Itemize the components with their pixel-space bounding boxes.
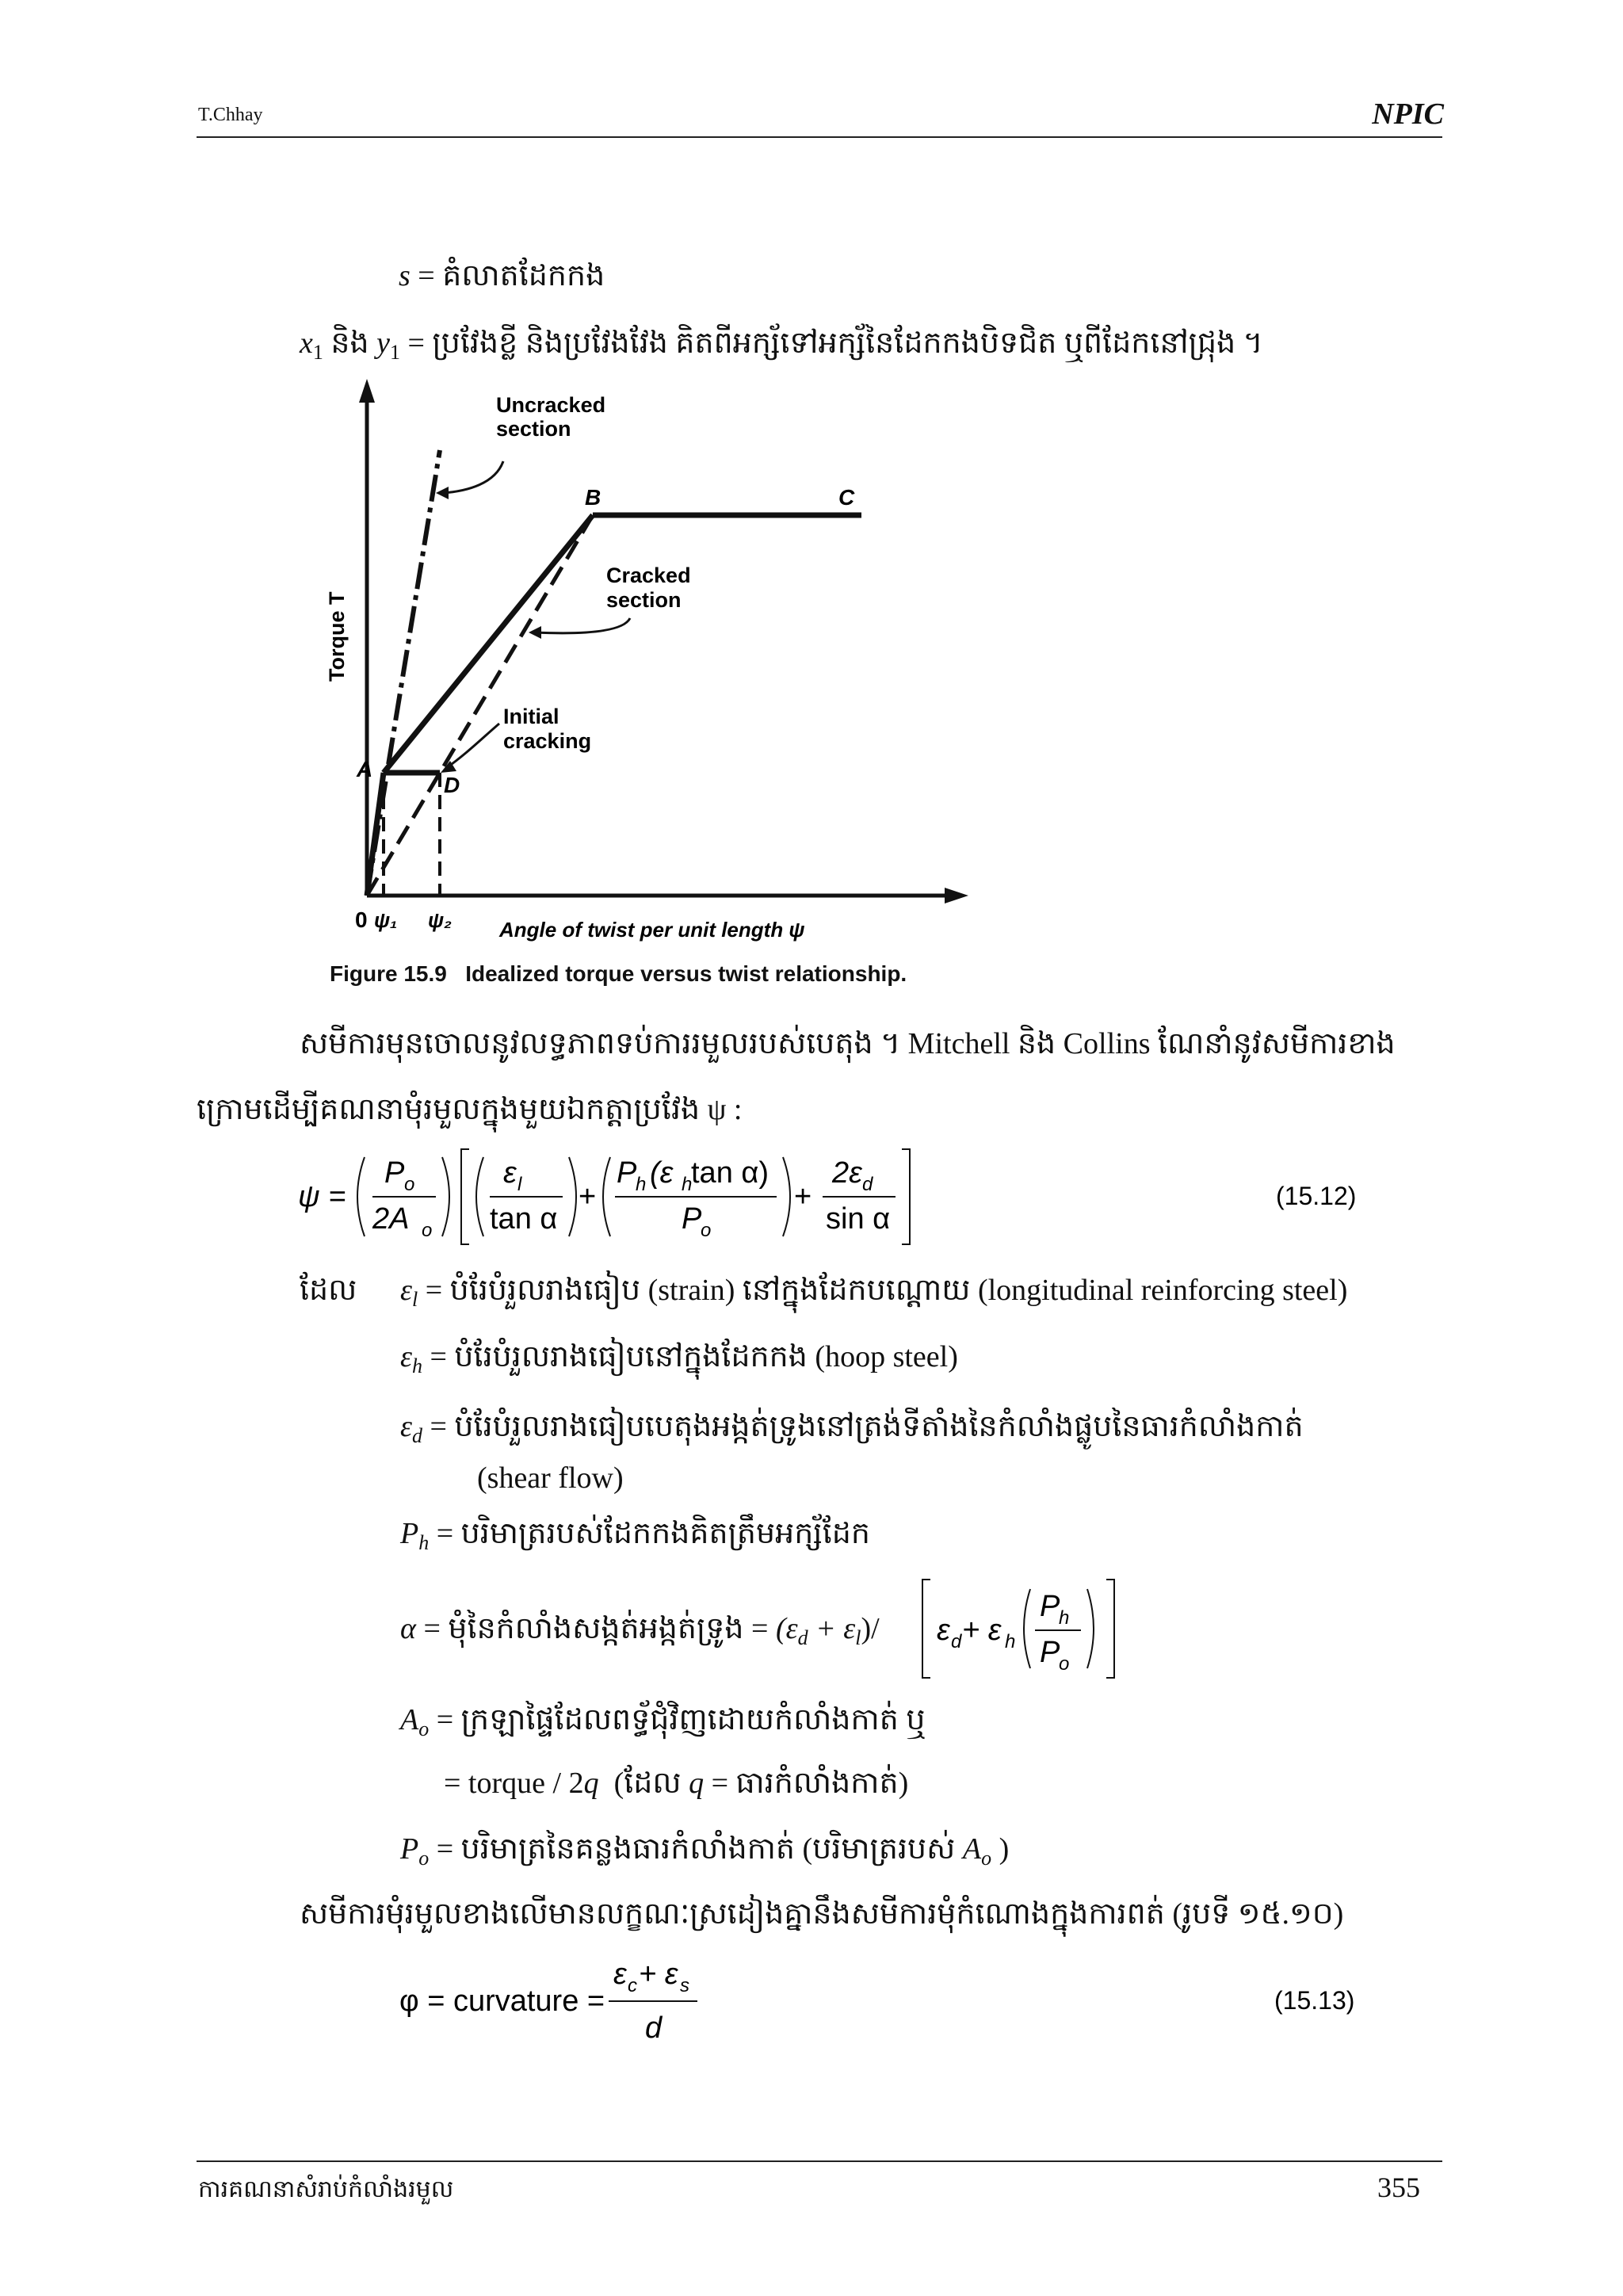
footer-title: ការគណនាសំរាប់កំលាំងរមួល (198, 2176, 454, 2202)
cracked-leader (535, 618, 630, 633)
alpha-expr-a-sub: d (797, 1626, 808, 1649)
f2-num-sub: l (517, 1174, 522, 1195)
line-O-A (367, 773, 384, 896)
f2-den: tan α (490, 1202, 558, 1236)
bracket-open (461, 1149, 469, 1244)
f1-den: 2A (372, 1202, 410, 1236)
f3-den-sub: o (701, 1220, 712, 1241)
f3-num-c: tan α) (691, 1156, 769, 1190)
point-B: B (585, 485, 601, 510)
y-axis-label: Torque T (325, 591, 349, 682)
initial-leader (445, 724, 499, 769)
paren-close-1 (442, 1157, 449, 1236)
tick-psi1: ψ₁ (374, 908, 398, 932)
alpha-br-a-sub: d (951, 1631, 962, 1652)
ed-sub: d (411, 1424, 422, 1447)
f3-num-a: P (617, 1156, 637, 1190)
f1-num-sub: o (404, 1174, 415, 1195)
label-initial-1: Initial (503, 705, 559, 728)
eh-sub: h (411, 1354, 422, 1377)
figure-caption-text: Idealized torque versus twist relationship. (465, 961, 907, 986)
alpha-symbol: α (400, 1612, 416, 1645)
alpha-br-b: + ε (962, 1614, 1002, 1647)
label-cracked-2: section (606, 588, 682, 612)
y1-symbol: y (376, 327, 390, 360)
alpha-definition: = មុំនៃកំលាំងសង្កត់អង្កត់ទ្រូង = (423, 1612, 769, 1645)
figure-caption-number: Figure 15.9 (330, 961, 447, 986)
po-symbol: P (400, 1832, 419, 1866)
ph-sub: h (418, 1531, 430, 1554)
para1-line1: សមីការមុនចោលនូវលទ្ធភាពទប់ការរមួលរបស់បេតុង ។ Mitchell និង Collins ណែនាំនូវសមីការខាង (300, 1027, 1396, 1060)
bracket-close (902, 1149, 910, 1244)
alpha-expr-a: (ε (775, 1612, 798, 1645)
po-def-end: ) (999, 1832, 1010, 1866)
alpha-fr-num-sub: h (1059, 1607, 1070, 1629)
alpha-fr-den-sub: o (1059, 1653, 1070, 1675)
para2: សមីការមុំរមួលខាងលើមានលក្ខណៈស្រដៀងគ្នានឹងសមីការមុំកំណោងក្នុងការពត់ (រូបទី ១៥.១០) (300, 1897, 1344, 1931)
alpha-br-b-sub: h (1005, 1631, 1016, 1652)
alpha-expr-c: )/ (861, 1612, 880, 1645)
label-cracked-1: Cracked (606, 563, 691, 587)
x1-symbol: x (300, 327, 313, 360)
ao-def2-q2: q (689, 1767, 705, 1800)
def-ao-cont (444, 1763, 908, 1803)
ao-def2-c: = ធារកំលាំងកាត់) (711, 1767, 909, 1800)
def-epsilon-l (400, 1270, 1347, 1320)
alpha-fr-num: P (1040, 1590, 1060, 1623)
label-uncracked-2: section (496, 417, 571, 441)
ao-def2-q: q (583, 1767, 599, 1800)
eq1512-number: (15.12) (1276, 1182, 1357, 1210)
po-definition: = បរិមាត្រនៃគន្លងធារកំលាំងកាត់ (បរិមាត្ររបស់ (436, 1832, 956, 1866)
figure-caption (330, 961, 907, 987)
alpha-fr-den: P (1040, 1636, 1060, 1669)
eq1513-num-a: ε (613, 1958, 627, 1991)
ao-symbol: A (400, 1703, 419, 1736)
paren-close-3 (783, 1157, 790, 1236)
el-symbol: ε (400, 1274, 412, 1307)
f4-num: 2ε (832, 1156, 862, 1190)
ao-def2-a: = torque / 2 (444, 1767, 584, 1800)
point-O: 0 (355, 907, 368, 932)
plus-1: + (579, 1180, 597, 1213)
paren-open-3 (603, 1157, 610, 1236)
uncracked-leader (442, 461, 503, 493)
f3-num-a-sub: h (636, 1174, 647, 1195)
x-axis-arrow (945, 888, 968, 904)
alpha-bracket-close (1106, 1580, 1114, 1678)
ao-definition: = ក្រឡាផ្ទៃដែលពទ្ធ័ជុំវិញដោយកំលាំងកាត់ ឬ (436, 1703, 926, 1736)
ao-sub: o (418, 1717, 430, 1740)
header-org: NPIC (1372, 97, 1444, 131)
alpha-br-a: ε (937, 1614, 950, 1647)
alpha-paren-close (1087, 1589, 1094, 1668)
alpha-expr-b: + ε (808, 1612, 856, 1645)
f1-den-sub: o (422, 1220, 433, 1241)
label-uncracked-1: Uncracked (496, 393, 606, 417)
po-def-a: A (962, 1832, 982, 1866)
point-A: A (357, 757, 373, 781)
def-epsilon-d (400, 1407, 1304, 1456)
eh-definition: = បំរែបំរួលរាងធៀបនៅក្នុងដែកកង (hoop steel) (430, 1340, 958, 1373)
def-x1-y1 (300, 323, 1263, 372)
x-axis-label: Angle of twist per unit length ψ (499, 918, 805, 942)
s-symbol: s (399, 259, 411, 292)
eq1513-num-b-sub: s (680, 1975, 689, 1996)
alpha-bracket-expr (919, 1573, 1157, 1684)
y1-sub: 1 (390, 341, 400, 364)
xy-definition: = ប្រវែងខ្លី និងប្រវែងវែង គិតពីអក្ស័ទៅអក្ស័នៃដែកកងបិទជិត ឬពីដែកនៅជ្រុង ។ (407, 327, 1263, 360)
plus-2: + (794, 1180, 812, 1213)
y-axis-arrow (359, 379, 375, 403)
po-def-a-sub: o (981, 1847, 992, 1870)
paren-open-1 (357, 1157, 365, 1236)
f4-num-sub: d (862, 1174, 873, 1195)
f3-num-b: (ε (650, 1156, 674, 1190)
def-s (399, 256, 605, 296)
uncracked-leader-head (436, 487, 449, 499)
po-sub: o (418, 1847, 430, 1870)
ao-def2-b: (ដែល (613, 1767, 682, 1800)
footer-rule (197, 2160, 1442, 2162)
eq1513-num-a-sub: c (628, 1975, 637, 1996)
header-author: T.Chhay (198, 105, 263, 125)
def-ao (400, 1700, 925, 1749)
equation-15-13 (396, 1946, 1426, 2057)
paren-close-2 (569, 1157, 576, 1236)
f1-num: P (384, 1156, 405, 1190)
eh-symbol: ε (400, 1340, 412, 1373)
def-ph (400, 1514, 870, 1563)
alpha-bracket-open (922, 1580, 930, 1678)
header-rule (197, 136, 1442, 138)
el-definition: = បំរែបំរួលរាងធៀប (strain) នៅក្នុងដែកបណ្តោយ (longitudinal reinforcing steel) (425, 1274, 1348, 1307)
def-alpha (400, 1609, 880, 1658)
def-epsilon-d-cont: (shear flow) (477, 1461, 624, 1495)
f2-num: ε (503, 1156, 517, 1190)
tick-psi2: ψ₂ (428, 908, 453, 932)
point-C: C (838, 485, 855, 510)
paren-open-2 (476, 1157, 483, 1236)
eq1513-den: d (645, 2011, 663, 2045)
el-sub: l (411, 1288, 418, 1311)
where-word: ដែល (300, 1274, 357, 1307)
para1-line2: ក្រោមដើម្បីគណនាមុំរមួលក្នុងមួយឯកត្តាប្រវែង ψ : (197, 1093, 743, 1126)
and-word: និង (330, 327, 369, 360)
def-po (400, 1829, 1009, 1878)
f4-den: sin α (826, 1202, 891, 1236)
x1-sub: 1 (312, 341, 323, 364)
f3-den: P (682, 1202, 702, 1236)
ed-symbol: ε (400, 1410, 412, 1443)
alpha-expr-b-sub: l (855, 1626, 861, 1649)
torque-twist-figure (309, 372, 991, 975)
def-epsilon-h (400, 1337, 958, 1386)
f3-num-b-sub: h (682, 1174, 693, 1195)
ed-definition: = បំរែបំរួលរាងធៀបបេតុងអង្កត់ទ្រូងនៅត្រង់ទីតាំងនៃកំលាំងផ្លូបនៃធារកំលាំងកាត់ (430, 1410, 1304, 1443)
alpha-paren-open (1024, 1589, 1030, 1668)
eq1512-lhs: ψ = (298, 1180, 346, 1213)
label-initial-2: cracking (503, 729, 592, 753)
eq1513-lhs: φ = curvature = (399, 1985, 605, 2018)
footer-page-number: 355 (1377, 2172, 1420, 2203)
eq1513-num-b: + ε (639, 1958, 678, 1991)
ph-definition: = បរិមាត្ររបស់ដែកកងគិតត្រឹមអក្ស័ដែក (436, 1517, 871, 1550)
cracked-leader-head (529, 626, 541, 639)
point-D: D (444, 773, 460, 797)
s-definition: = គំលាតដែកកង (418, 259, 605, 292)
ph-symbol: P (400, 1517, 419, 1550)
eq1513-number: (15.13) (1274, 1986, 1355, 2015)
equation-15-12 (293, 1141, 1403, 1252)
